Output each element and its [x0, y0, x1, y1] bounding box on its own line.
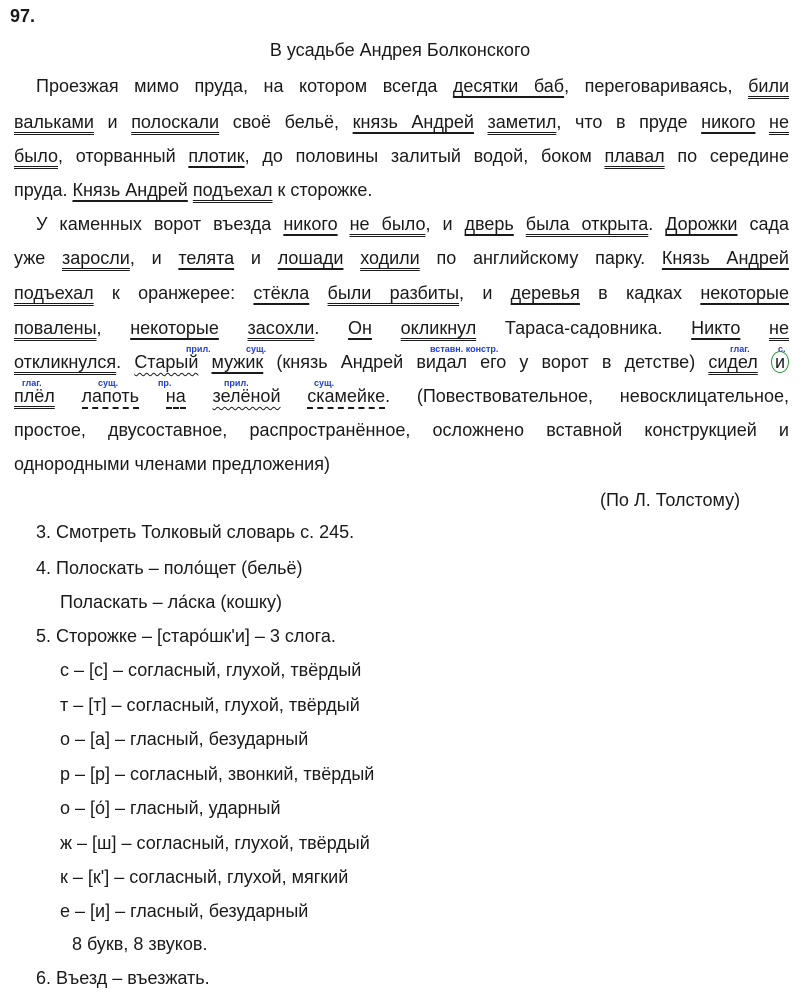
- text-line: откликнулся. Старый мужик (князь Андрей видал его у ворот в детстве) сидел и: [14, 352, 789, 373]
- text-line: Проезжая мимо пруда, на котором всегда десятки баб, переговариваясь, били: [36, 76, 789, 96]
- subject-word: мужик: [211, 352, 264, 372]
- adverbial-word: скамейке: [307, 386, 385, 409]
- subject-word: Князь Андрей: [661, 248, 789, 268]
- attribution: (По Л. Толстому): [600, 490, 741, 510]
- text-line: подъехал к оранжерее: стёкла были разбиты, и деревья в кадках некоторые: [14, 283, 789, 303]
- predicate-word: было: [14, 146, 58, 166]
- text-line: вальками и полоскали своё бельё, князь Андрей заметил, что в пруде никого не: [14, 112, 789, 132]
- exercise-number: 97.: [10, 6, 36, 26]
- phonetic-line: р – [р] – согласный, звонкий, твёрдый: [60, 764, 375, 784]
- predicate-word: не: [769, 112, 789, 132]
- predicate-word: были разбиты: [327, 283, 460, 303]
- subject-word: Никто: [691, 318, 741, 338]
- text-line: уже заросли, и телята и лошади ходили по английскому парку. Князь Андрей: [14, 248, 789, 268]
- subject-word: десятки баб: [452, 76, 565, 96]
- subject-word: некоторые: [130, 318, 219, 338]
- phonetic-line: е – [и] – гласный, безударный: [60, 901, 309, 921]
- preposition-word: на: [166, 386, 186, 409]
- predicate-word: полоскали: [131, 112, 220, 132]
- text-line: простое, двусоставное, распространённое, осложнено вставной конструкцией и: [14, 420, 789, 440]
- phonetic-line: ж – [ш] – согласный, глухой, твёрдый: [60, 833, 370, 853]
- phonetic-line: о – [а] – гласный, безударный: [60, 729, 309, 749]
- attribute-word: зелёной: [212, 386, 281, 406]
- predicate-word: не было: [349, 214, 426, 234]
- subject-word: Он: [348, 318, 372, 338]
- annotation-adjective: прил.: [186, 344, 211, 354]
- phonetic-line: к – [к'] – согласный, глухой, мягкий: [60, 867, 349, 887]
- text-line: повалены, некоторые засохли. Он окликнул Тараса-садовника. Никто не: [14, 318, 789, 338]
- predicate-word: плавал: [604, 146, 665, 166]
- subject-word: Князь Андрей: [72, 180, 188, 200]
- subject-word: телята: [178, 248, 235, 268]
- text-line: плёл лапоть на зелёной скамейке. (Повествовательное, невосклицательное,: [14, 386, 789, 407]
- text-line: пруда. Князь Андрей подъехал к сторожке.: [14, 180, 373, 200]
- task-3: 3. Смотреть Толковый словарь с. 245.: [36, 522, 355, 542]
- subject-word: плотик: [188, 146, 245, 166]
- predicate-word: засохли: [247, 318, 315, 338]
- subject-word: никого: [283, 214, 338, 234]
- annotation-noun: сущ.: [314, 378, 335, 388]
- predicate-word: подъехал: [192, 180, 273, 200]
- text-title: В усадьбе Андрея Болконского: [269, 40, 531, 60]
- annotation-verb: глаг.: [22, 378, 42, 388]
- subject-word: лошади: [277, 248, 344, 268]
- subject-word: деревья: [510, 283, 580, 303]
- subject-word: никого: [701, 112, 756, 132]
- subject-word: Дорожки: [665, 214, 738, 234]
- text-line: было, оторванный плотик, до половины залитый водой, боком плавал по середине: [14, 146, 789, 166]
- text-line: однородными членами предложения): [14, 454, 330, 474]
- annotation-noun: сущ.: [246, 344, 267, 354]
- predicate-word: сидел: [708, 352, 758, 372]
- task-4-line-2: Поласкать – ла́ска (кошку): [60, 592, 282, 612]
- annotation-noun: сущ.: [98, 378, 119, 388]
- annotation-insert: вставн. констр.: [430, 344, 499, 354]
- annotation-preposition: пр.: [158, 378, 172, 388]
- predicate-word: заметил: [487, 112, 557, 132]
- predicate-word: повалены: [14, 318, 97, 338]
- annotation-verb: глаг.: [730, 344, 750, 354]
- phonetic-line: с – [с] – согласный, глухой, твёрдый: [60, 660, 362, 680]
- annotation-adjective: прил.: [224, 378, 249, 388]
- predicate-word: откликнулся: [14, 352, 117, 372]
- phonetic-line: т – [т] – согласный, глухой, твёрдый: [60, 695, 360, 715]
- letter-sound-count: 8 букв, 8 звуков.: [72, 934, 208, 954]
- text-line: У каменных ворот въезда никого не было, и дверь была открыта. Дорожки сада: [36, 214, 789, 234]
- object-word: лапоть: [82, 386, 140, 409]
- attribute-word: Старый: [134, 352, 199, 372]
- predicate-word: была открыта: [525, 214, 649, 234]
- predicate-word: плёл: [14, 386, 55, 406]
- predicate-word: не: [769, 318, 789, 338]
- predicate-word: заросли: [62, 248, 130, 268]
- subject-word: князь Андрей: [352, 112, 474, 132]
- phonetic-line: о – [о́] – гласный, ударный: [60, 798, 281, 818]
- predicate-word: подъехал: [14, 283, 94, 303]
- task-6: 6. Въезд – въезжать.: [36, 968, 210, 988]
- predicate-word: били: [748, 76, 789, 96]
- subject-word: некоторые: [700, 283, 789, 303]
- conjunction-circle: и: [771, 351, 789, 373]
- subject-word: стёкла: [253, 283, 310, 303]
- task-4-line-1: 4. Полоскать – поло́щет (бельё): [36, 558, 303, 578]
- task-5: 5. Сторожке – [старо́шк'и] – 3 слога.: [36, 626, 336, 646]
- annotation-conjunction: с.: [778, 344, 786, 354]
- subject-word: дверь: [464, 214, 514, 234]
- predicate-word: вальками: [14, 112, 94, 132]
- predicate-word: ходили: [360, 248, 420, 268]
- predicate-word: окликнул: [400, 318, 477, 338]
